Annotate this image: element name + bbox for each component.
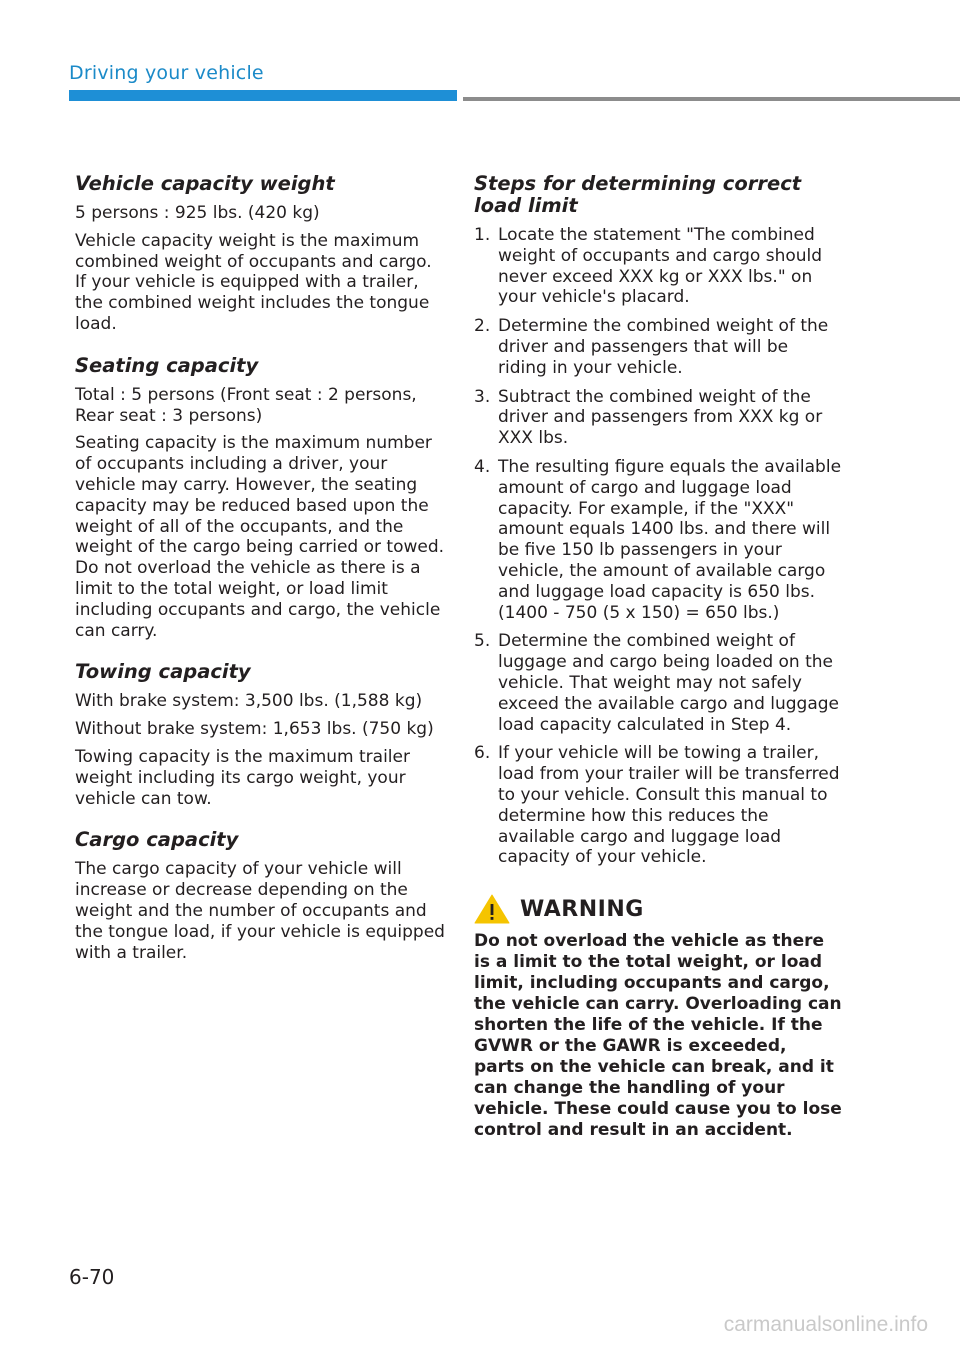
step-text: The resulting figure equals the available amount of cargo and luggage load capacity. For example, if the "XXX" amount equals 1400 lbs. and there will be five 150 lb passengers in your vehicle, the amount of available cargo and luggage load capacity is 650 lbs. (1400 - 750 (5 x 150) = 650 lbs.) <box>498 456 842 623</box>
vehicle-capacity-value: 5 persons : 925 lbs. (420 kg) <box>75 203 320 223</box>
seating-capacity-description: Seating capacity is the maximum number of occupants including a driver, your vehicle may carry. However, the seating capacity may be reduced based upon the weight of all of the occupants, and the weight of the cargo being carried or towed. Do not overload the vehicle as there is a limit to the total weight, or load limit including occupants and cargo, the vehicle can carry. <box>75 433 445 641</box>
step-number: 1. <box>474 225 491 245</box>
step-number: 6. <box>474 743 491 764</box>
load-limit-heading: Steps for determining correct load limit <box>474 172 802 217</box>
step-text: If your vehicle will be towing a trailer, load from your trailer will be transferred to your vehicle. Consult this manual to determine how this reduces the available cargo and luggage load capacity of your vehicle. <box>498 743 840 868</box>
seating-capacity-section <box>75 355 445 642</box>
towing-capacity-description: Towing capacity is the maximum trailer weight including its cargo weight, your vehicle can tow. <box>75 746 410 809</box>
cargo-capacity-description: The cargo capacity of your vehicle will increase or decrease depending on the weight and the number of occupants and the tongue load, if your vehicle is equipped with a trailer. <box>75 859 445 963</box>
header-accent-bar <box>69 90 457 101</box>
warning-label: WARNING <box>520 896 644 922</box>
load-limit-steps <box>474 225 842 868</box>
step-text: Subtract the combined weight of the driver and passengers from XXX kg or XXX lbs. <box>498 386 823 449</box>
step-number: 5. <box>474 631 491 652</box>
page-number: 6-70 <box>69 1265 115 1289</box>
vehicle-capacity-description: Vehicle capacity weight is the maximum combined weight of occupants and cargo. If your vehicle is equipped with a trailer, the combined weight includes the tongue load. <box>75 230 432 334</box>
step-number: 2. <box>474 316 491 337</box>
towing-capacity-section <box>75 661 445 809</box>
header-rule <box>463 97 960 101</box>
watermark: carmanualsonline.info <box>723 1313 928 1336</box>
warning-triangle-icon <box>474 894 510 924</box>
cargo-capacity-section <box>75 829 445 963</box>
seating-capacity-heading: Seating capacity <box>75 353 259 377</box>
step-text: Determine the combined weight of luggage and cargo being loaded on the vehicle. That weight may not safely exceed the available cargo and luggage load capacity calculated in Step 4. <box>498 631 840 735</box>
list-item <box>474 457 842 623</box>
warning-text: Do not overload the vehicle as there is a limit to the total weight, or load limit, including occupants and cargo, the vehicle can carry. Overloading can shorten the life of the vehicle. If the GVWR or the GAWR is exceeded, parts on the vehicle can break, and it can change the handling of your vehicle. These could cause you to lose control and result in an accident. <box>474 931 842 1141</box>
section-title: Driving your vehicle <box>69 62 264 84</box>
list-item <box>474 631 842 735</box>
seating-capacity-value: Total : 5 persons (Front seat : 2 persons, Rear seat : 3 persons) <box>75 384 417 426</box>
vehicle-capacity-section <box>75 173 445 335</box>
towing-capacity-heading: Towing capacity <box>75 660 251 684</box>
list-item <box>474 743 842 868</box>
vehicle-capacity-heading: Vehicle capacity weight <box>75 172 335 195</box>
list-item <box>474 316 842 378</box>
step-number: 3. <box>474 386 491 407</box>
list-item <box>474 225 842 308</box>
list-item <box>474 387 842 449</box>
towing-without-brake: Without brake system: 1,653 lbs. (750 kg) <box>75 719 434 740</box>
step-text: Determine the combined weight of the driver and passengers that will be riding in your vehicle. <box>498 316 829 378</box>
left-column <box>75 173 445 970</box>
step-number: 4. <box>474 456 491 477</box>
warning-header <box>474 894 842 924</box>
right-column <box>474 173 842 1141</box>
cargo-capacity-heading: Cargo capacity <box>75 828 239 852</box>
step-text: Locate the statement "The combined weight of occupants and cargo should never exceed XXX kg or XXX lbs." on your vehicle's placard. <box>498 225 823 308</box>
towing-with-brake: With brake system: 3,500 lbs. (1,588 kg) <box>75 691 423 712</box>
